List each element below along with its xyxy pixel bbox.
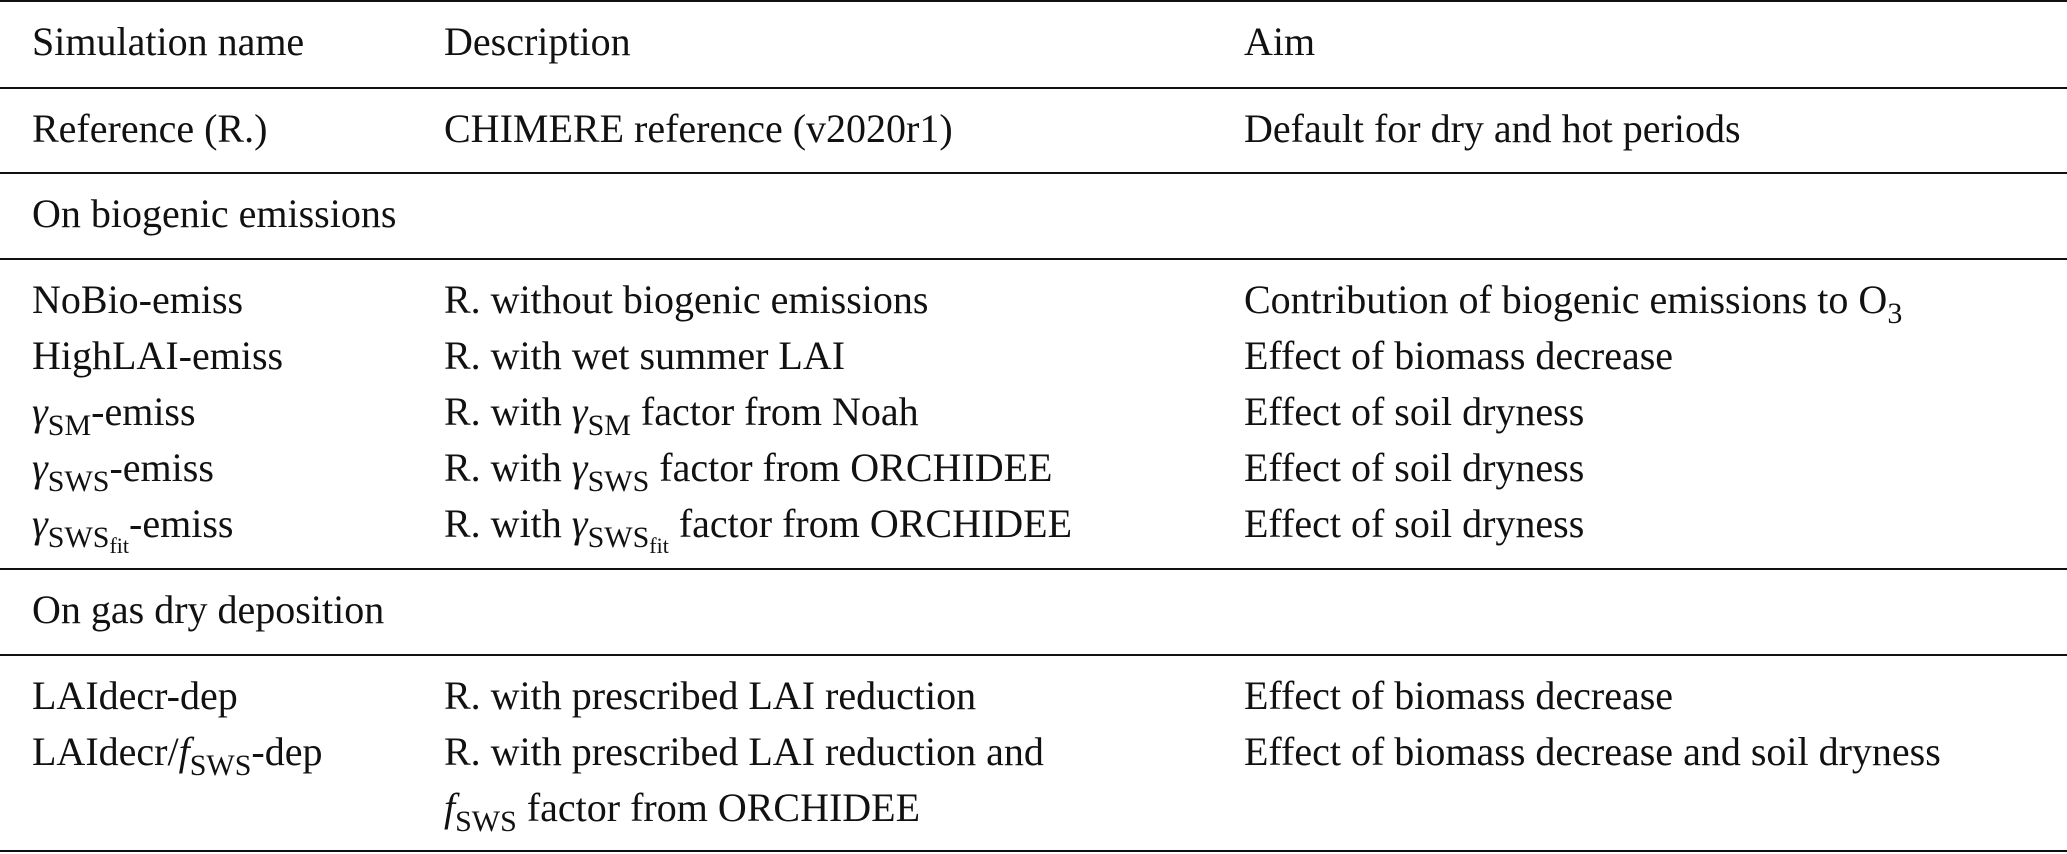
table-row-description: R. with $\gamma_{SM}$ factor from Noah: [444, 389, 919, 442]
table-row-name: $\gamma_{SM}$-emiss: [32, 389, 196, 442]
table-row-name: $\gamma_{SWS_{fit}}$-emiss: [32, 501, 234, 558]
table-row-aim: Contribution of biogenic emissions to $O_3$: [1244, 277, 1903, 330]
header-description: Description: [444, 19, 631, 64]
header-aim: Aim: [1244, 19, 1316, 64]
reference-aim: Default for dry and hot periods: [1244, 106, 1741, 151]
table-row-description: R. with prescribed LAI reduction: [444, 673, 977, 718]
table-row-description: R. without biogenic emissions: [444, 277, 929, 322]
table-row-name: LAIdecr-dep: [32, 673, 238, 718]
table-row-description: R. with $\gamma_{SWS}$ factor from ORCHIDEE: [444, 445, 1053, 498]
table-row-name: LAIdecr/$f_{SWS}$-dep: [32, 729, 323, 782]
section-biogenic-title: On biogenic emissions: [32, 191, 397, 236]
section-deposition-title: On gas dry deposition: [32, 587, 385, 632]
table-row-aim: Effect of biomass decrease: [1244, 673, 1674, 718]
table-row-aim: Effect of soil dryness: [1244, 501, 1585, 546]
reference-description: CHIMERE reference (v2020r1): [444, 106, 953, 151]
table-bottom-rule: [0, 850, 2067, 852]
table-row-aim: Effect of soil dryness: [1244, 389, 1585, 434]
table-row-description: R. with $\gamma_{SWS_{fit}}$ factor from ORCHIDEE: [444, 501, 1073, 558]
table-row-description: R. with wet summer LAI: [444, 333, 846, 378]
header-rule: [0, 87, 2067, 89]
section-deposition-rule: [0, 654, 2067, 656]
table-row-name: NoBio-emiss: [32, 277, 244, 322]
table-row-aim: Effect of biomass decrease and soil dryness: [1244, 729, 1941, 774]
table-row-name: HighLAI-emiss: [32, 333, 284, 378]
section-biogenic-end-rule: [0, 568, 2067, 570]
header-simulation-name: Simulation name: [32, 19, 305, 64]
reference-rule: [0, 172, 2067, 174]
section-biogenic-rule: [0, 258, 2067, 260]
table-row-aim: Effect of biomass decrease: [1244, 333, 1674, 378]
table-row-aim: Effect of soil dryness: [1244, 445, 1585, 490]
table-row-description-continuation: $f_{SWS}$ factor from ORCHIDEE: [444, 785, 921, 838]
table-row-name: $\gamma_{SWS}$-emiss: [32, 445, 214, 498]
reference-name: Reference (R.): [32, 106, 268, 151]
table-row-description: R. with prescribed LAI reduction and: [444, 729, 1044, 774]
table-top-rule: [0, 0, 2067, 2]
